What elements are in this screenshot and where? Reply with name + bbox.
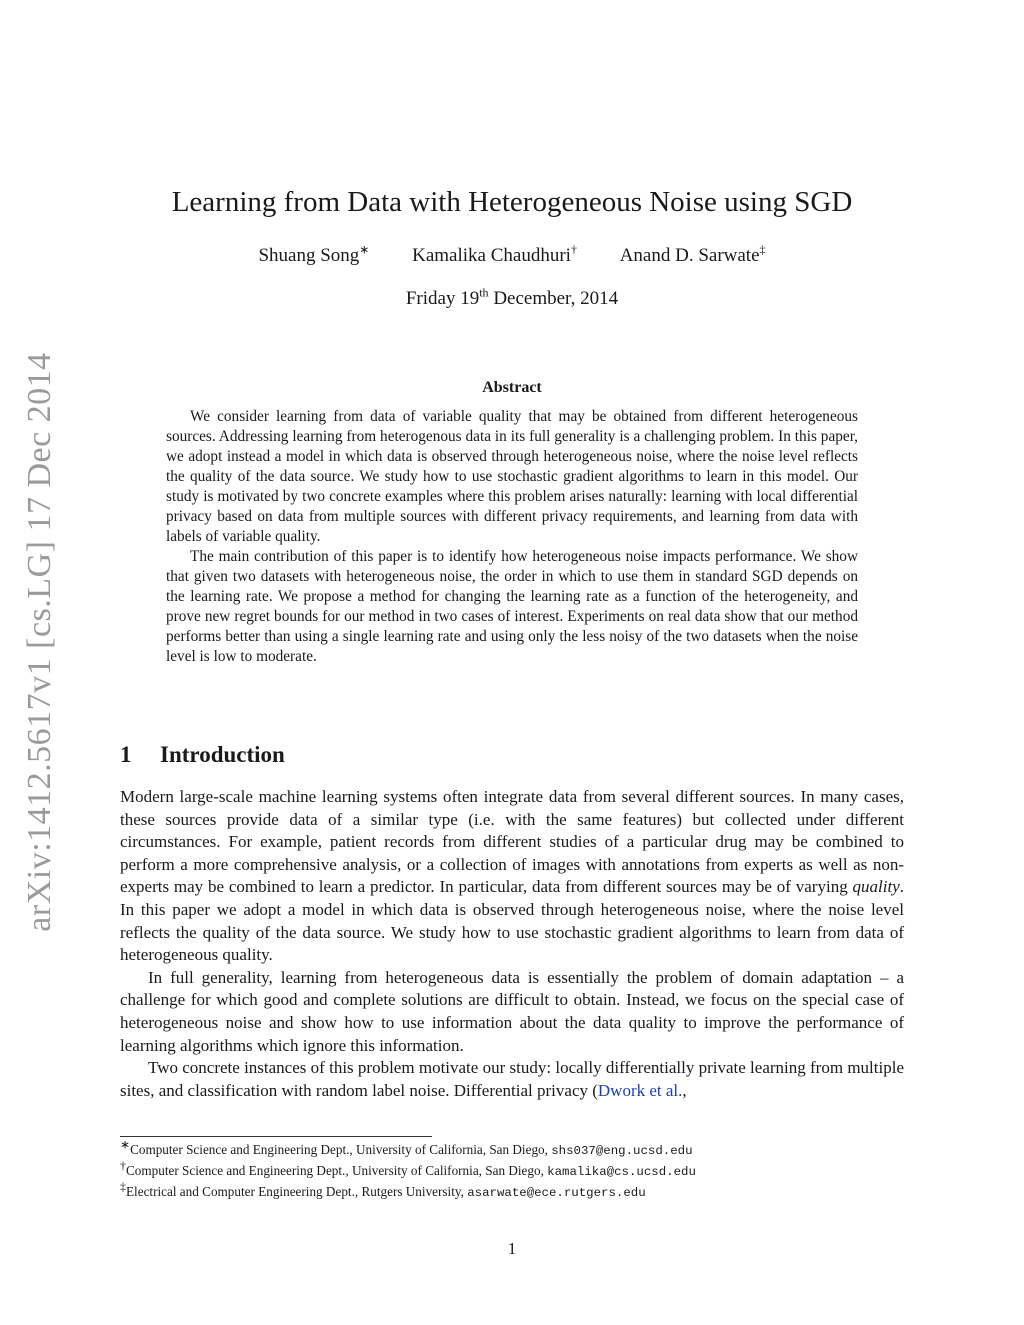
author-1: [258, 242, 369, 270]
footnote-email: asarwate@ece.rutgers.edu: [467, 1186, 646, 1200]
citation-link[interactable]: Dwork et al.: [597, 1080, 683, 1100]
author-3: [620, 242, 766, 270]
footnotes: [120, 1137, 910, 1203]
author-footnote-mark: ‡: [759, 242, 766, 257]
paper-title: Learning from Data with Heterogeneous Noise using SGD: [171, 186, 853, 218]
intro-p1-emphasis: quality: [852, 877, 900, 897]
footnote-1: [120, 1137, 910, 1161]
page-number: 1: [507, 1239, 517, 1258]
intro-p3-text-a: Two concrete instances of this problem motivate our study: locally differentially private learning from multiple sites, and classification with random label noise. Differential privacy (: [120, 1058, 904, 1100]
introduction-body: [120, 786, 904, 1102]
footnote-text: Electrical and Computer Engineering Dept., Rutgers University,: [126, 1184, 468, 1199]
author-footnote-mark: ∗: [359, 242, 370, 257]
footnote-text: Computer Science and Engineering Dept., University of California, San Diego,: [126, 1163, 548, 1178]
footnote-3: [120, 1179, 910, 1203]
date-prefix: Friday 19: [405, 288, 480, 309]
section-heading: [120, 740, 910, 770]
author-footnote-mark: †: [570, 242, 577, 257]
footnote-mark: †: [120, 1158, 126, 1173]
footnote-rule: [120, 1136, 432, 1137]
intro-paragraph-1: [120, 786, 904, 967]
author-2: [412, 242, 577, 270]
intro-paragraph-2: In full generality, learning from heterogeneous data is essentially the problem of domain adaptation – a challenge for which good and complete solutions are difficult to obtain. Instead, we focus on the special case of heterogeneous noise and show how to use information about the data quality to improve the performance of learning algorithms which ignore this information.: [120, 967, 904, 1055]
date-suffix: December, 2014: [488, 288, 619, 309]
section-number: 1: [120, 742, 132, 767]
footnote-text: Computer Science and Engineering Dept., University of California, San Diego,: [130, 1142, 552, 1157]
paper-date: [0, 285, 1024, 313]
intro-p1-text-b: . In this paper we adopt a model in which data is observed through heterogeneous noise, where the noise level reflects the quality of the data source. We study how to use stochastic gradient algorithms to learn from data of heterogeneous quality.: [120, 877, 904, 965]
footnote-email: shs037@eng.ucsd.edu: [551, 1144, 693, 1158]
footnote-mark: ∗: [120, 1137, 131, 1152]
author-name: Kamalika Chaudhuri: [412, 245, 571, 266]
abstract-paragraph-2: The main contribution of this paper is to identify how heterogeneous noise impacts performance. We show that given two datasets with heterogeneous noise, the order in which to use them in standard SGD depends on the learning rate. We propose a method for changing the learning rate as a function of the heterogeneity, and prove new regret bounds for our method in two cases of interest. Experiments on real data show that our method performs better than using a single learning rate and using only the less noisy of the two datasets when the noise level is low to moderate.: [166, 548, 858, 665]
abstract-paragraph-1: We consider learning from data of variable quality that may be obtained from different heterogeneous sources. Addressing learning from heterogenous data in its full generality is a challenging problem. In this paper, we adopt instead a model in which data is observed through heterogeneous noise, where the noise level reflects the quality of the data source. We study how to use stochastic gradient algorithms to learn in this model. Our study is motivated by two concrete examples where this problem arises naturally: learning with local differential privacy based on data from multiple sources with different privacy requirements, and learning from data with labels of variable quality.: [166, 408, 858, 545]
author-name: Shuang Song: [258, 245, 360, 266]
arxiv-identifier-stamp: arXiv:1412.5617v1 [cs.LG] 17 Dec 2014: [21, 352, 58, 932]
date-ordinal: th: [479, 285, 489, 300]
footnote-mark: ‡: [120, 1179, 126, 1194]
author-name: Anand D. Sarwate: [619, 245, 760, 266]
section-title: Introduction: [160, 742, 285, 767]
intro-p3-text-b: ,: [682, 1080, 687, 1100]
footnote-email: kamalika@cs.ucsd.edu: [547, 1165, 696, 1179]
intro-p1-text-a: Modern large-scale machine learning systems often integrate data from several different sources. In many cases, these sources provide data of a similar type (i.e. with the same features) but collected under different circumstances. For example, patient records from different studies of a particular drug may be combined to perform a more comprehensive analysis, or a collection of images with annotations from experts as well as non-experts may be combined to learn a predictor. In particular, data from different sources may be of varying: [120, 787, 904, 897]
abstract-body: [166, 407, 858, 667]
footnote-2: [120, 1158, 910, 1182]
abstract-heading: Abstract: [482, 379, 542, 396]
author-list: [0, 242, 1024, 270]
intro-paragraph-3: [120, 1057, 904, 1102]
